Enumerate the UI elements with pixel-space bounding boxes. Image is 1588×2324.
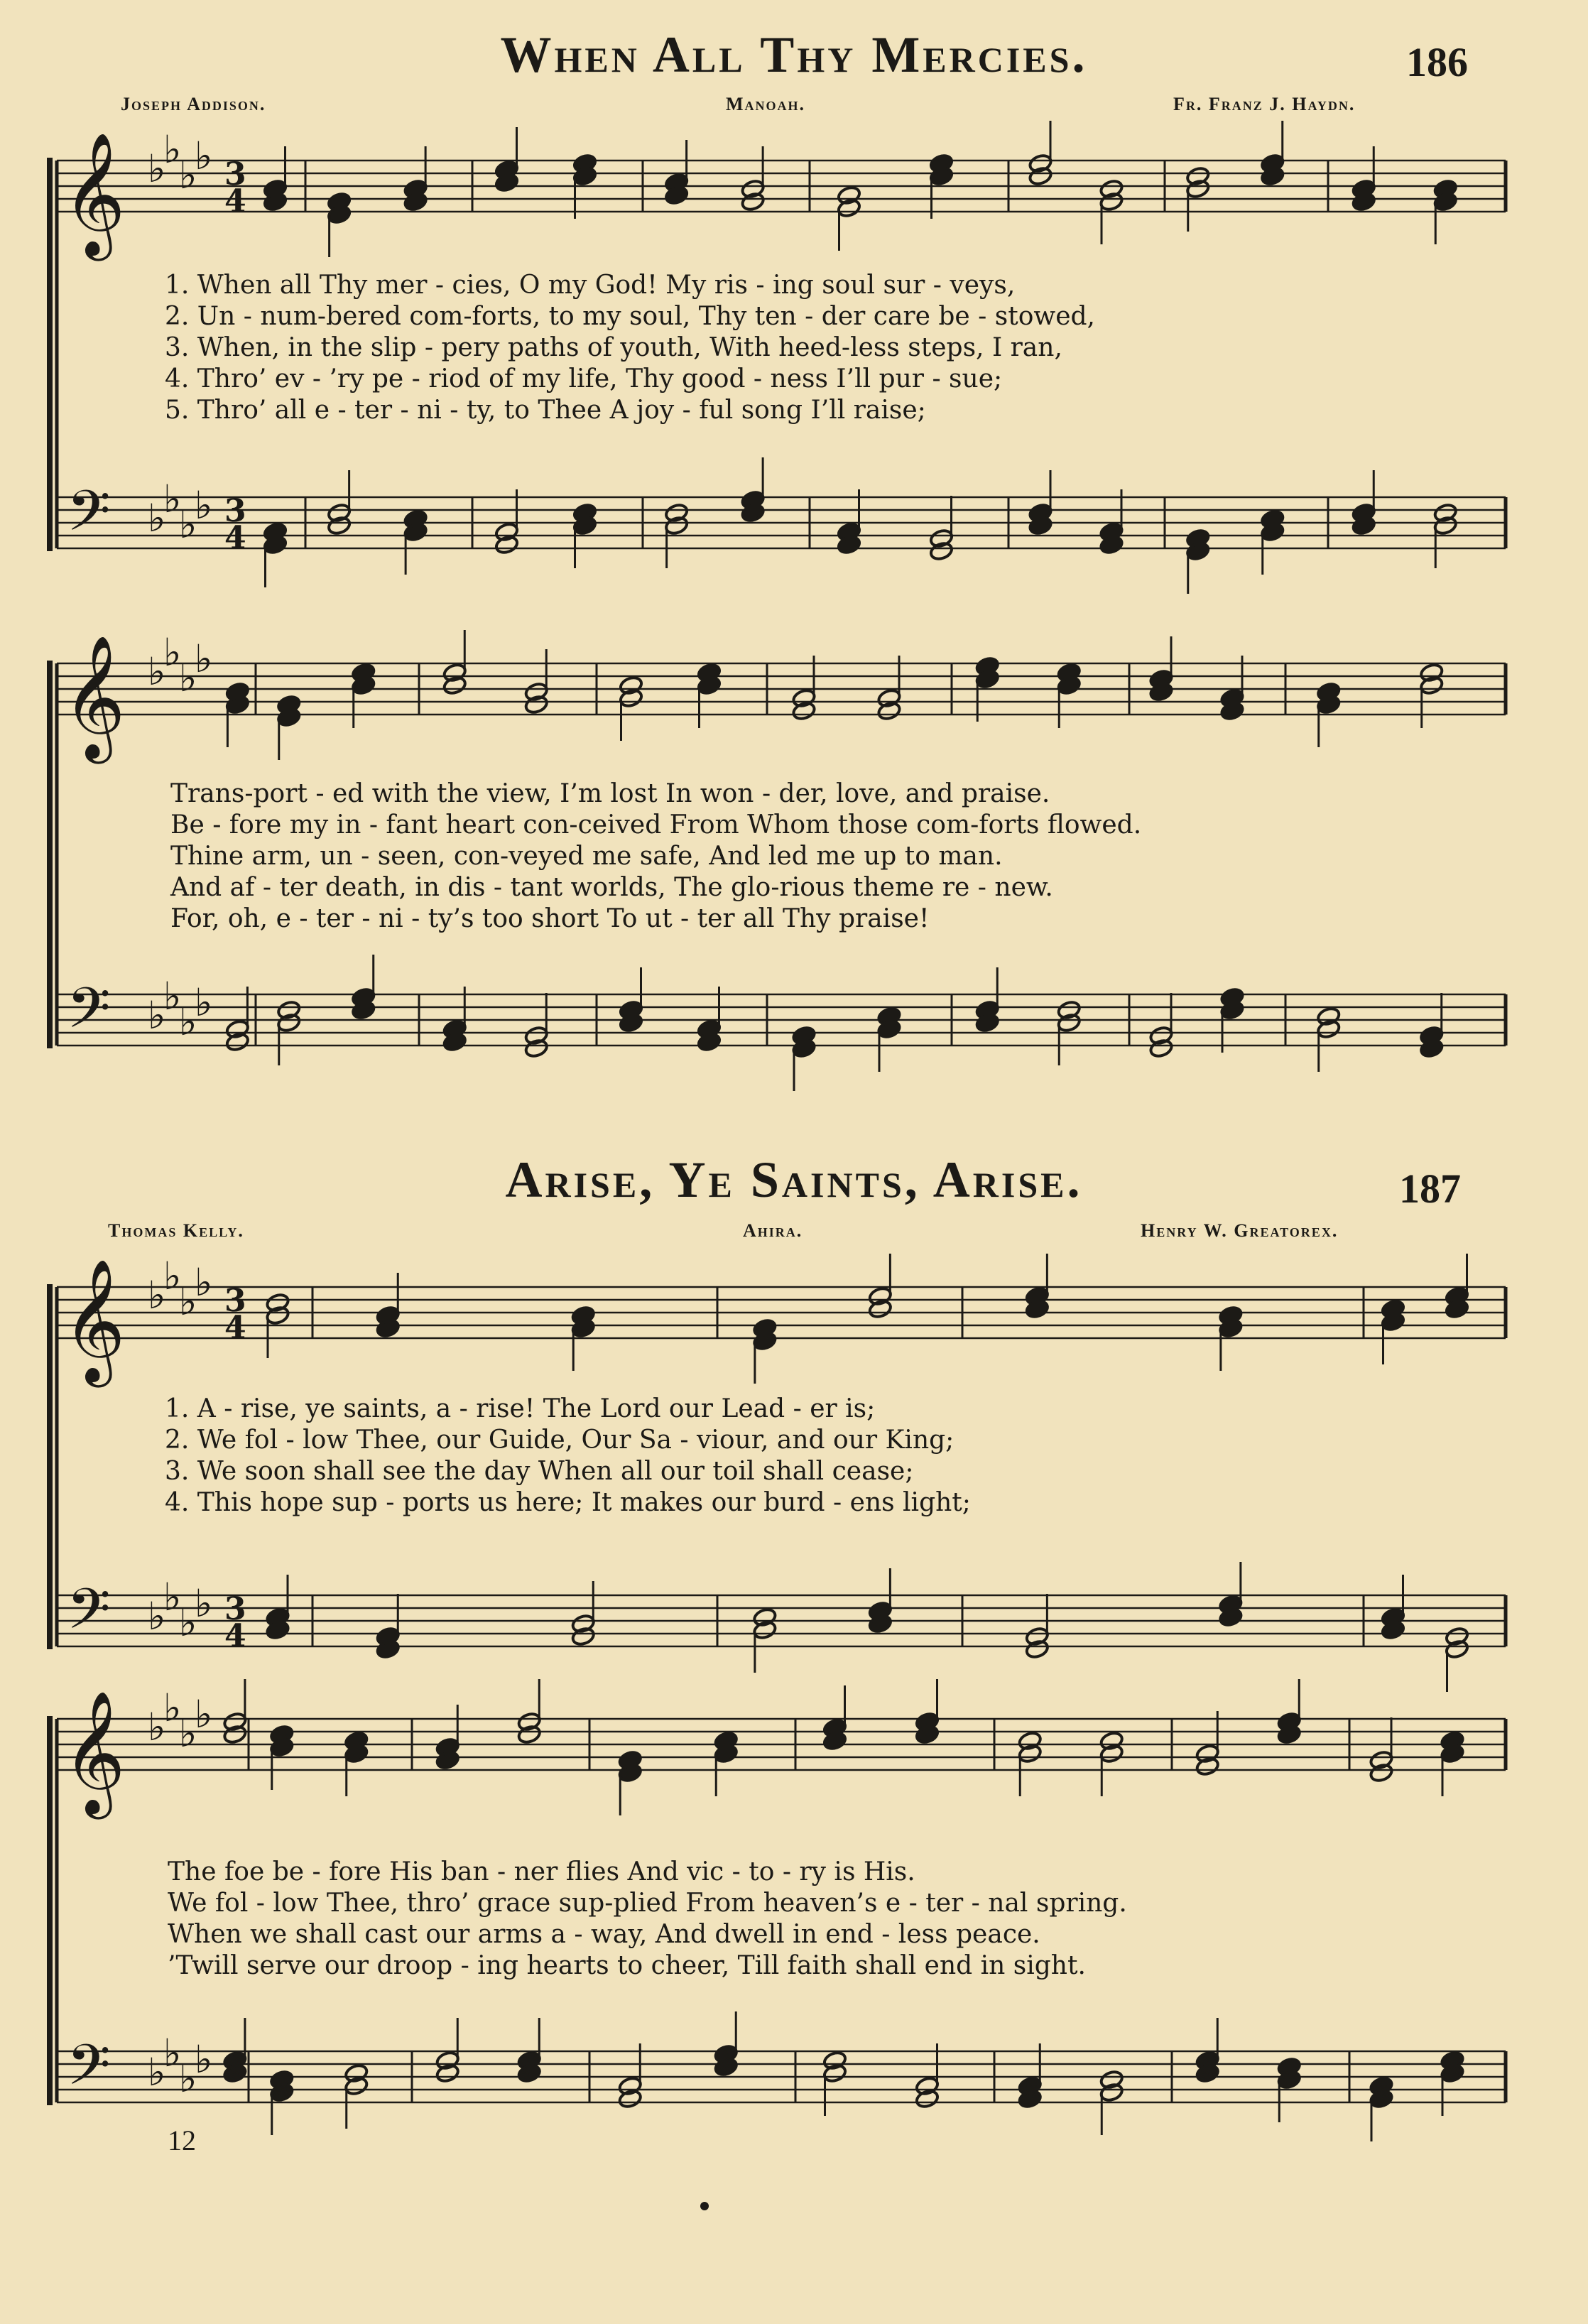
hymn-187-system-1-key-flat-icon: ♭ (148, 1594, 166, 1639)
hymn-187-composer: Henry W. Greatorex. (1141, 1220, 1339, 1241)
hymn-186-time-signature-treble-top: 3 (224, 156, 246, 192)
hymn-186-system-2-key-flat-icon: ♭ (163, 630, 182, 675)
hymn-187-system-1-key-flat-icon: ♭ (195, 1260, 213, 1305)
hymn-187-author: Thomas Kelly. (108, 1220, 244, 1241)
hymn-186-system-2-treble-clef-icon: 𝄞 (62, 635, 126, 759)
lyric-verse-1: The foe be - fore His ban - ner flies And vic - to - ry is His. (168, 1857, 915, 1886)
hymn-187-system-1-key-flat-icon: ♭ (195, 1581, 213, 1626)
hymn-186-time-signature-bass-top: 3 (224, 493, 246, 529)
lyric-verse-5: For, oh, e - ter - ni - ty’s too short To ut - ter all Thy praise! (170, 904, 930, 933)
lyric-verse-2: 2. We fol - low Thee, our Guide, Our Sa - viour, and our King; (165, 1426, 955, 1455)
hymn-186-system-2-key-flat-icon: ♭ (179, 656, 197, 700)
hymn-187-system-1-key-flat-icon: ♭ (163, 1254, 182, 1298)
hymn-187-system-2-key-flat-icon: ♭ (148, 2050, 166, 2095)
lyric-verse-4: 4. This hope sup - ports us here; It makes our burd - ens light; (165, 1488, 971, 1517)
decorative-dot (700, 2202, 709, 2210)
hymn-186-system-2-key-flat-icon: ♭ (163, 974, 182, 1019)
hymn-186-system-1-key-flat-icon: ♭ (148, 146, 166, 191)
hymn-187-system-1-key-flat-icon: ♭ (179, 1279, 197, 1324)
hymn-187-tune: Ahira. (743, 1220, 803, 1241)
hymn-187-system-2-key-flat-icon: ♭ (163, 2031, 182, 2075)
hymn-187-system-1-treble-clef-icon: 𝄞 (62, 1259, 126, 1382)
hymn-187-system-2-key-flat-icon: ♭ (148, 1705, 166, 1749)
hymn-187-system-2-key-flat-icon: ♭ (179, 2056, 197, 2101)
hymn-186-system-1-key-flat-icon: ♭ (179, 502, 197, 547)
hymn-186-system-2-key-flat-icon: ♭ (148, 993, 166, 1038)
lyric-verse-3: When we shall cast our arms a - way, And dwell in end - less peace. (168, 1920, 1040, 1949)
hymn-186-system-1-key-flat-icon: ♭ (163, 477, 182, 521)
hymn-187-time-signature-bass-bottom: 4 (224, 1618, 246, 1654)
page-number: 12 (168, 2124, 196, 2156)
hymn-186-system-1-brace (47, 158, 53, 551)
hymn-186-system-1-key-flat-icon: ♭ (179, 153, 197, 197)
hymn-186-composer: Fr. Franz J. Haydn. (1173, 94, 1356, 114)
hymn-187-system-2-brace (47, 1716, 53, 2105)
lyric-verse-3: 3. We soon shall see the day When all our toil shall cease; (165, 1457, 914, 1486)
hymn-186-number: 186 (1406, 39, 1468, 85)
hymn-187-time-signature-bass-top: 3 (224, 1591, 246, 1627)
hymn-186-system-1-bass-clef-icon: 𝄢 (67, 478, 111, 558)
hymn-187-system-1-brace (47, 1284, 53, 1649)
hymn-186-time-signature-treble-bottom: 4 (224, 183, 246, 219)
lyric-verse-1: 1. A - rise, ye saints, a - rise! The Lord our Lead - er is; (165, 1394, 876, 1423)
hymn-186-time-signature-bass-bottom: 4 (224, 520, 246, 556)
hymn-186-system-1-key-flat-icon: ♭ (195, 483, 213, 528)
hymn-187-system-2-treble-clef-icon: 𝄞 (62, 1690, 126, 1814)
hymn-187-system-2-key-flat-icon: ♭ (179, 1711, 197, 1756)
lyric-verse-3: 3. When, in the slip - pery paths of youth, With heed-less steps, I ran, (165, 333, 1062, 362)
hymn-186-system-1-key-flat-icon: ♭ (148, 496, 166, 541)
hymn-187-time-signature-treble-top: 3 (224, 1283, 246, 1319)
lyric-verse-2: 2. Un - num-bered com-forts, to my soul, Thy ten - der care be - stowed, (165, 302, 1095, 331)
hymn-187-system-2-bass-clef-icon: 𝄢 (67, 2032, 111, 2112)
hymn-186-system-2-key-flat-icon: ♭ (195, 980, 213, 1025)
lyric-verse-1: 1. When all Thy mer - cies, O my God! My ris - ing soul sur - veys, (165, 271, 1016, 300)
hymn-186-system-2-bass-clef-icon: 𝄢 (67, 975, 111, 1055)
lyric-verse-4: ’Twill serve our droop - ing hearts to cheer, Till faith shall end in sight. (168, 1951, 1086, 1980)
hymn-186-system-1-key-flat-icon: ♭ (163, 127, 182, 172)
hymn-186-system-2-key-flat-icon: ♭ (179, 999, 197, 1044)
hymn-187-system-1-key-flat-icon: ♭ (148, 1273, 166, 1318)
lyric-verse-4: 4. Thro’ ev - ’ry pe - riod of my life, Thy good - ness I’ll pur - sue; (165, 364, 1003, 393)
hymn-186-title: When All Thy Mercies. (500, 26, 1088, 83)
hymn-186-system-1-key-flat-icon: ♭ (195, 134, 213, 178)
hymn-186-system-1-treble-clef-icon: 𝄞 (62, 132, 126, 256)
lyric-verse-2: Be - fore my in - fant heart con-ceived From Whom those com-forts flowed. (170, 810, 1142, 840)
hymn-186-author: Joseph Addison. (121, 94, 266, 114)
hymn-187-system-1-key-flat-icon: ♭ (179, 1600, 197, 1645)
lyric-verse-2: We fol - low Thee, thro’ grace sup-plied From heaven’s e - ter - nal spring. (168, 1889, 1127, 1918)
hymn-187-title: Arise, Ye Saints, Arise. (505, 1151, 1083, 1208)
hymn-186-system-2-key-flat-icon: ♭ (148, 649, 166, 694)
hymn-186-tune: Manoah. (726, 94, 806, 114)
lyric-verse-3: Thine arm, un - seen, con-veyed me safe, And led me up to man. (170, 842, 1003, 871)
hymn-187-system-2-key-flat-icon: ♭ (163, 1685, 182, 1730)
hymn-186-system-2-key-flat-icon: ♭ (195, 636, 213, 681)
hymn-186-system-2-brace (47, 661, 53, 1048)
lyric-verse-1: Trans-port - ed with the view, I’m lost In won - der, love, and praise. (170, 779, 1050, 808)
hymn-187-system-1-key-flat-icon: ♭ (163, 1575, 182, 1619)
hymn-187-time-signature-treble-bottom: 4 (224, 1310, 246, 1346)
lyric-verse-5: 5. Thro’ all e - ter - ni - ty, to Thee A joy - ful song I’ll raise; (165, 396, 926, 425)
hymn-187-number: 187 (1399, 1166, 1461, 1212)
hymn-187-system-1-bass-clef-icon: 𝄢 (67, 1576, 111, 1656)
lyric-verse-4: And af - ter death, in dis - tant worlds, The glo-rious theme re - new. (170, 873, 1053, 902)
hymn-187-system-2-key-flat-icon: ♭ (195, 1692, 213, 1737)
hymn-187-system-2-key-flat-icon: ♭ (195, 2037, 213, 2082)
